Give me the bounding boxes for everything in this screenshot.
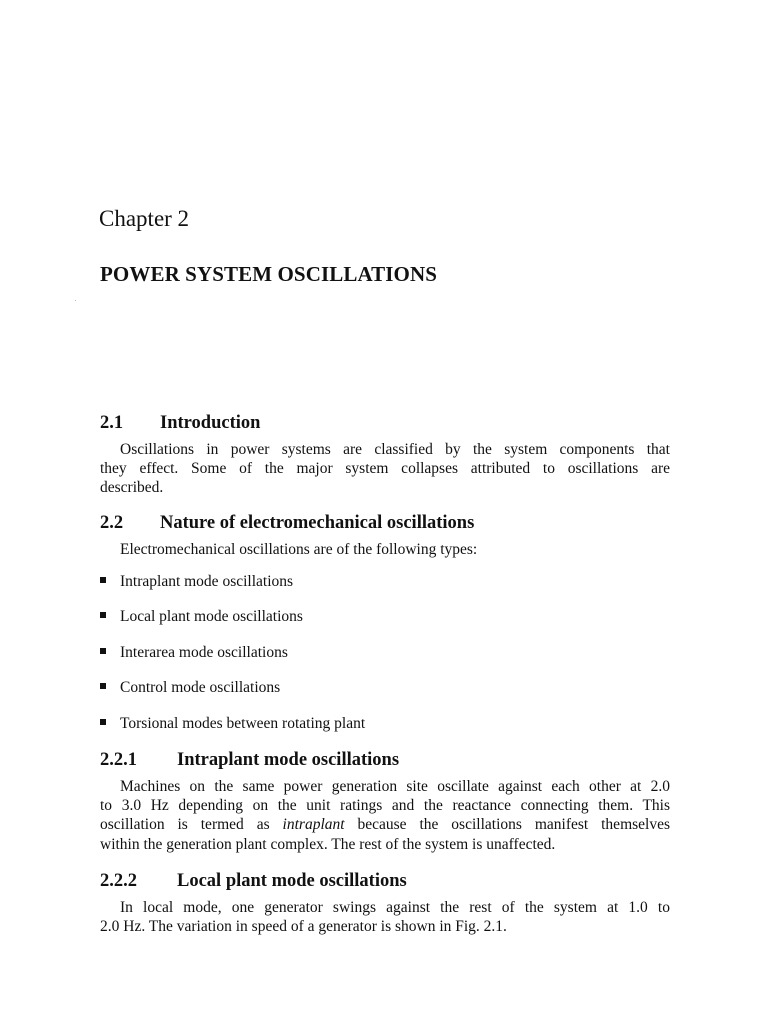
paragraph-line: within the generation plant complex. The rest of the system is unaffected.: [100, 835, 556, 853]
nature-lead: [100, 540, 670, 559]
list-item: [100, 714, 365, 734]
bullet-icon: [100, 577, 106, 583]
chapter-label: Chapter 2: [99, 206, 190, 231]
chapter-title: POWER SYSTEM OSCILLATIONS: [100, 262, 438, 286]
paragraph-line: Oscillations in power systems are classified by the system components that: [120, 441, 670, 458]
paragraph-line: to 3.0 Hz depending on the unit ratings and the reactance connecting them. This: [100, 797, 670, 815]
emphasis-intraplant: intraplant: [282, 816, 345, 834]
section-title: Nature of electromechanical oscillations: [160, 513, 475, 533]
text-run: oscillation is termed as: [100, 816, 283, 834]
list-item-text: Control mode oscillations: [120, 679, 281, 696]
section-title: Local plant mode oscillations: [177, 871, 407, 891]
bullet-icon: [100, 612, 106, 618]
list-item: [100, 572, 293, 592]
section-number: 2.2: [100, 513, 124, 533]
list-item-text: Local plant mode oscillations: [120, 608, 303, 625]
intro-paragraph: [100, 440, 670, 498]
section-number: 2.1: [100, 413, 124, 433]
paragraph-line: Electromechanical oscillations are of the following types:: [120, 541, 478, 558]
paragraph-line: described.: [100, 479, 164, 497]
intraplant-paragraph: [100, 777, 670, 854]
paragraph-line: they effect. Some of the major system collapses attributed to oscillations are: [100, 460, 670, 478]
paragraph-line: [100, 815, 670, 834]
list-item: [100, 643, 288, 663]
section-number: 2.2.1: [100, 750, 137, 770]
bullet-icon: [100, 719, 106, 725]
section-title: Intraplant mode oscillations: [177, 750, 400, 770]
section-2-2-heading: [100, 513, 474, 534]
list-item-text: Interarea mode oscillations: [120, 644, 288, 661]
section-2-2-1-heading: [100, 750, 399, 771]
section-number: 2.2.2: [100, 871, 137, 891]
text-run: because the oscillations manifest themselves: [344, 816, 670, 834]
section-2-2-2-heading: [100, 871, 407, 892]
list-item-text: Intraplant mode oscillations: [120, 573, 294, 590]
paragraph-line: In local mode, one generator swings against the rest of the system at 1.0 to: [120, 899, 670, 916]
list-item-text: Torsional modes between rotating plant: [120, 715, 366, 732]
list-item: [100, 607, 303, 627]
bullet-icon: [100, 683, 106, 689]
list-item: [100, 678, 280, 698]
section-2-1-heading: [100, 413, 260, 434]
paragraph-line: Machines on the same power generation site oscillate against each other at 2.0: [120, 778, 670, 795]
scan-speck: [75, 300, 76, 301]
local-paragraph: [100, 898, 670, 936]
section-title: Introduction: [160, 413, 261, 433]
paragraph-line: 2.0 Hz. The variation in speed of a generator is shown in Fig. 2.1.: [100, 918, 507, 936]
bullet-icon: [100, 648, 106, 654]
